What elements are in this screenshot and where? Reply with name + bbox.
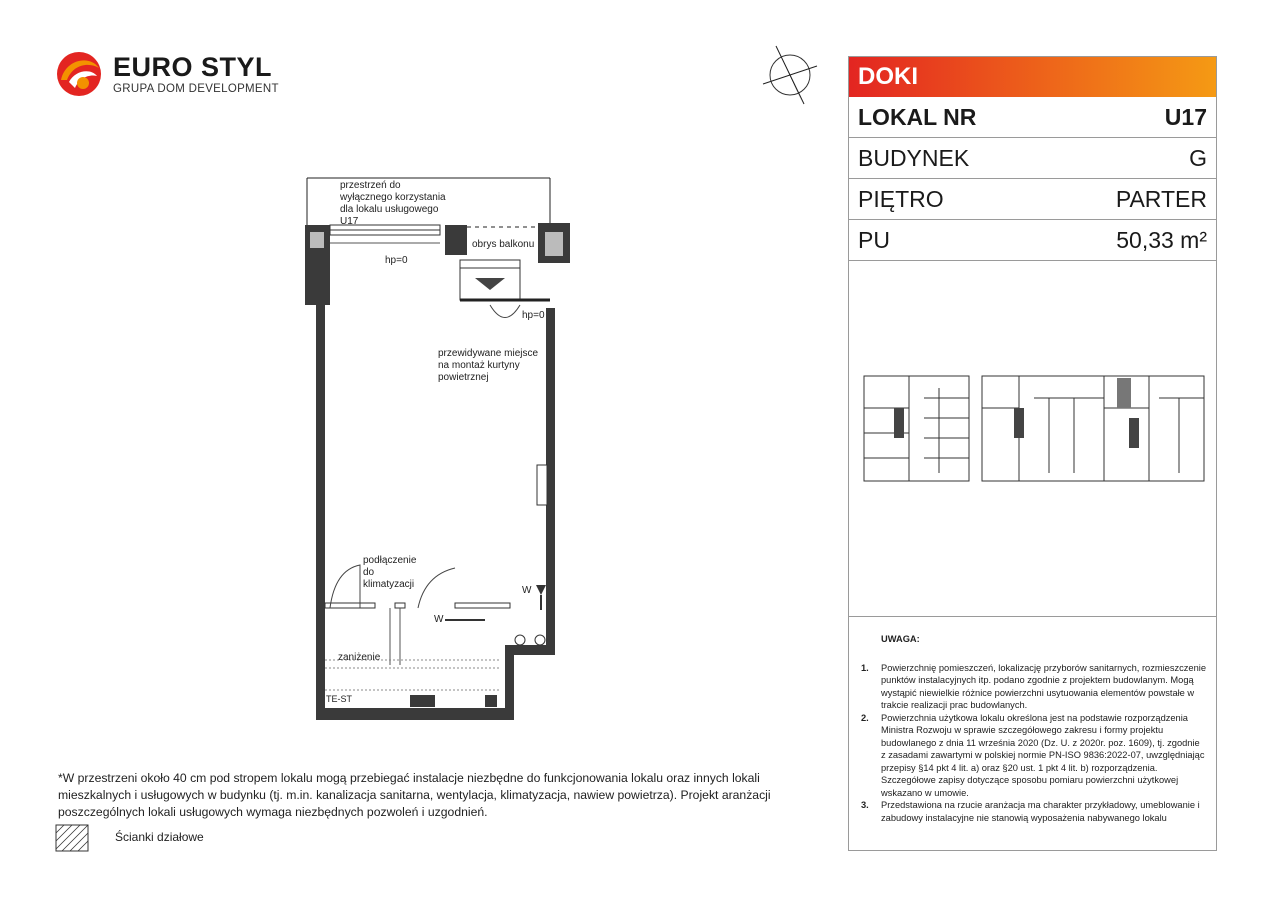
note-item xyxy=(861,662,1206,712)
notes xyxy=(861,633,1206,824)
row-label: BUDYNEK xyxy=(858,144,970,171)
notes-title: UWAGA: xyxy=(881,634,920,644)
key-plan xyxy=(849,258,1216,617)
label-ac-connection: podłączenie do klimatyzacji xyxy=(363,555,417,590)
note-item xyxy=(861,712,1206,800)
label-w-side: W xyxy=(434,614,444,625)
label-air-curtain: przewidywane miejsce na montaż kurtyny powietrznej xyxy=(438,348,539,383)
label-hp-right: hp=0 xyxy=(522,310,545,321)
row-value: U17 xyxy=(1164,103,1207,130)
row-pietro xyxy=(849,179,1216,220)
note-number: 2. xyxy=(861,712,869,723)
label-lowering: zaniżenie xyxy=(338,652,381,663)
footnote: *W przestrzeni około 40 cm pod stropem lokalu mogą przebiegać instalacje niezbędne do funkcjonowania lokalu oraz innych lokali mieszkalnych i usługowych w budynku (tj. m.in. kanalizacja sanitarna, wentylacja, klimatyzacja, nawiew powietrza). Projekt aranżacji poszczególnych lokali usługowych wymaga niezbędnych pozwoleń i uzgodnień. xyxy=(58,771,771,819)
key-plan-drawing xyxy=(849,258,1216,616)
floor-plan-drawing xyxy=(300,170,570,725)
row-value: G xyxy=(1189,144,1207,171)
company-logo xyxy=(55,50,285,100)
hatch-pattern-icon xyxy=(55,824,89,852)
row-label: PU xyxy=(858,226,890,253)
floor-plan xyxy=(300,170,570,730)
row-lokal xyxy=(849,97,1216,138)
label-w-top: W xyxy=(522,585,532,596)
info-panel xyxy=(848,56,1217,851)
legend-label: Ścianki działowe xyxy=(115,830,204,844)
north-arrow-icon xyxy=(755,42,825,108)
note-number: 1. xyxy=(861,662,869,673)
eurostyl-logo-icon xyxy=(55,50,103,98)
label-hp-left: hp=0 xyxy=(385,255,408,266)
note-text: Powierzchnię pomieszczeń, lokalizację przyborów sanitarnych, rozmieszczenie punktów instalacyjnych itp. podano zgodnie z projektem budowlanym. Mogą wystąpić niewielkie różnice powierzchni usytuowania elementów powstałe w trakcie realizacji prac budowlanych. xyxy=(881,662,1207,710)
logo-brand: EURO STYL xyxy=(113,52,273,82)
row-value: 50,33 m² xyxy=(1116,226,1207,253)
note-number: 3. xyxy=(861,800,869,810)
label-exclusive-space: przestrzeń do wyłącznego korzystania dla lokalu usługowego U17 xyxy=(340,180,446,227)
row-pu xyxy=(849,220,1216,261)
label-balcony-outline: obrys balkonu xyxy=(472,239,535,250)
row-label: PIĘTRO xyxy=(858,185,944,212)
logo-subtitle: GRUPA DOM DEVELOPMENT xyxy=(113,83,279,95)
note-text: Powierzchnia użytkowa lokalu określona jest na podstawie rozporządzenia Ministra Rozwoju w sprawie szczegółowego zakresu i formy projektu budowlanego z dnia 11 września 2020 (Dz. U. z 2020r. poz. 1609), tj. zgodnie z zasadami zawartymi w polskiej normie PN-ISO 9836:2022-07, uwzględniając przepisy §14 pkt 4 lit. a) oraz §20 ust. 1 pkt 4 lit. b) rozporządzenia. Szczegółowe zapisy dotyczące sposobu pomiaru powierzchni użytkowej wskazano w umowie. xyxy=(881,712,1205,798)
info-header: DOKI xyxy=(849,57,1216,97)
note-text: Przedstawiona na rzucie aranżacja ma charakter przykładowy, umeblowanie i zabudowy instalacyjne nie stanowią wyposażenia nabywanego lokalu xyxy=(881,800,1200,823)
row-budynek xyxy=(849,138,1216,179)
row-value: PARTER xyxy=(1115,185,1207,212)
row-label: LOKAL NR xyxy=(858,103,977,130)
note-item xyxy=(861,799,1206,824)
label-te-st: TE-ST xyxy=(326,694,352,704)
